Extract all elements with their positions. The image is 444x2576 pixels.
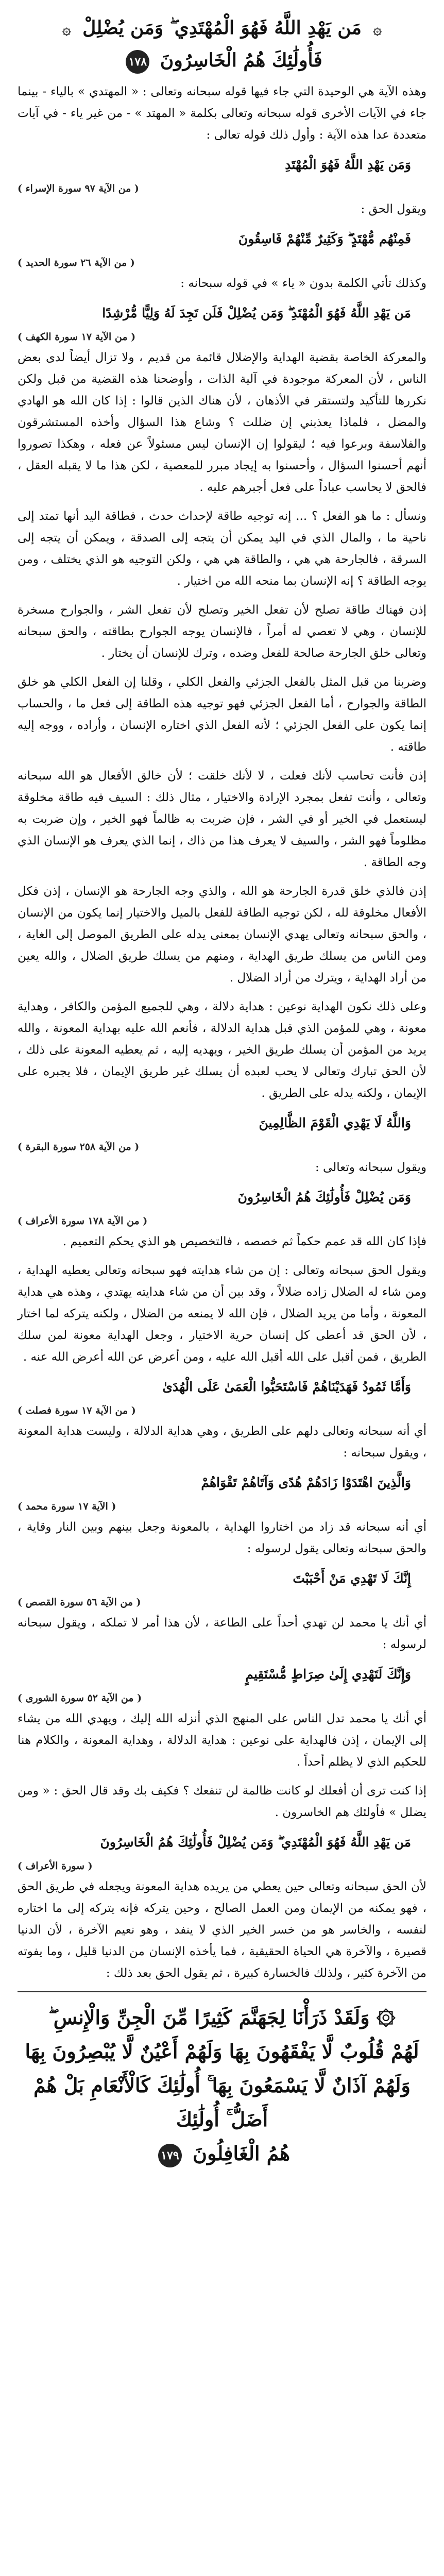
paragraph: ويقول الحق : <box>361 202 426 216</box>
paragraph: وكذلك تأتي الكلمة بدون « ياء » في قوله سبحانه : <box>180 277 426 290</box>
quoted-verse: مَن يَهْدِ اللَّهُ فَهُوَ الْمُهْتَدِ ۖ وَمَن يُضْلِلْ فَلَن تَجِدَ لَهُ وَلِيًّا مُّرْشِدًا <box>102 306 411 320</box>
paragraph: ويقول سبحانه وتعالى : <box>315 1161 426 1174</box>
quoted-verse: وَإِنَّكَ لَتَهْدِي إِلَىٰ صِرَاطٍ مُّسْتَقِيمٍ <box>245 1667 411 1682</box>
verse-reference: ( سورة الأعراف ) <box>18 1860 93 1872</box>
verse-number-badge: ١٧٩ <box>158 2144 182 2167</box>
paragraph: وهذه الآية هي الوحيدة التي جاء فيها قوله سبحانه وتعالى : « المهتدي » بالياء - بينما جاء في الآيات الأخرى قوله سبحانه وتعالى بكلمة « المهتد » - من غير ياء - في آيات متعددة عدا هذه الآية : وأول ذلك قوله تعالى : <box>18 85 426 142</box>
verse-reference: ( من الآية ١٧ سورة الكهف ) <box>18 331 136 343</box>
paragraph: أي أنه سبحانه وتعالى دلهم على الطريق ، وهي هداية الدلالة ، وليست هداية المعونة ، ويقول سبحانه : <box>18 1425 426 1460</box>
divider <box>18 1991 426 1992</box>
verse-reference: ( الآية ١٧ سورة محمد ) <box>18 1501 116 1512</box>
quoted-verse: إِنَّكَ لَا تَهْدِي مَنْ أَحْبَبْتَ <box>293 1571 411 1586</box>
quoted-verse: وَأَمَّا ثَمُودُ فَهَدَيْنَاهُمْ فَاسْتَحَبُّوا الْعَمَىٰ عَلَى الْهُدَىٰ <box>162 1379 411 1394</box>
ornament-icon: ۞ <box>373 21 382 38</box>
paragraph: إذن فالذي خلق قدرة الجارحة هو الله ، والذي وجه الجارحة هو الإنسان ، إذن فكل الأفعال مخلوقة لله ، لكن توجيه الطاقة للفعل بالميل والاختيار إنما يكون من الإنسان ، والحق سبحانه وتعالى يهدي الإنسان بمعنى يدله على الطريق الموصل إلى الغاية ، ومن الناس من يسلك طريق الهداية ، ومنهم من يسلك طريق الضلال ، والله يعين من أراد الهداية ، ويترك من أراد الضلال . <box>18 885 426 985</box>
quoted-verse: مَن يَهْدِ اللَّهُ فَهُوَ الْمُهْتَدِي ۖ وَمَن يُضْلِلْ فَأُولَٰئِكَ هُمُ الْخَاسِرُونَ <box>100 1835 411 1850</box>
ornament-icon: ۞ <box>62 21 71 38</box>
verse-reference: ( من الآية ١٧ سورة فصلت ) <box>18 1405 136 1416</box>
paragraph: فإذا كان الله قد عمم حكماً ثم خصصه ، فالتخصيص هو الذي يحكم التعميم . <box>62 1235 426 1248</box>
paragraph: لأن الحق سبحانه وتعالى حين يعطي من يريده هداية المعونة ويجعله في طريق الحق ، فهو يمكنه من الإيمان ومن العمل الصالح ، وحين يتركه فإنه يتركه إلى ما اختاره لنفسه ، والخاسر هو من خسر الخير الذي لا ينفد ، وهو نعيم الآخرة ، لأن الدنيا قصيرة ، والآخرة هي الحياة الحقيقية ، فما يأخذه الإنسان من الدنيا قليل ، وما يفوته من الآخرة كثير ، ولذلك فالخسارة كبيرة ، ثم يقول الحق بعد ذلك : <box>18 1880 426 1980</box>
verse-text: وَلَقَدْ ذَرَأْنَا لِجَهَنَّمَ كَثِيرًا مِّنَ الْجِنِّ وَالْإِنسِ ۖ <box>48 2006 370 2029</box>
opening-verse <box>18 12 426 76</box>
quoted-verse: وَمَن يُضْلِلْ فَأُولَٰئِكَ هُمُ الْخَاسِرُونَ <box>237 1190 411 1205</box>
closing-verse <box>18 2001 426 2171</box>
paragraph: إذن فأنت تحاسب لأنك فعلت ، لا لأنك خلقت ؛ لأن خالق الأفعال هو الله سبحانه وتعالى ، وأنت تفعل بمجرد الإرادة والاختيار ، مثال ذلك : السيف فيه طاقة مخلوقة ليستعمل في الخير أو في الشر ، فإن ضربت به ظالماً فهو الخير ، وإن ضربت به مظلوماً فهو الشر ، والسيف لا يعرف هذا من ذاك ، إنما الذي يعرف هو الإنسان الذي وجه الطاقة . <box>18 769 426 869</box>
verse-number-badge: ١٧٨ <box>126 50 149 74</box>
paragraph: إذا كنت ترى أن أفعلك لو كانت ظالمة لن تنفعك ؟ فكيف بك وقد قال الحق : « ومن يضلل » فأولئك هم الخاسرون . <box>18 1784 426 1819</box>
paragraph: أي أنه سبحانه قد زاد من اختاروا الهداية ، بالمعونة وجعل بينهم وبين النار وقاية ، والحق سبحانه وتعالى يقول لرسوله : <box>18 1520 426 1555</box>
closing-verse-line-3: وَلَهُمْ آذَانٌ لَّا يَسْمَعُونَ بِهَا ۚ أُولَٰئِكَ كَالْأَنْعَامِ بَلْ هُمْ أَضَلُّ ۚ أُولَٰئِكَ <box>33 2074 411 2131</box>
verse-reference: ( من الآية ٥٢ سورة الشورى ) <box>18 1692 142 1704</box>
commentary-body <box>18 81 426 1984</box>
paragraph: إذن فهناك طاقة تصلح لأن تفعل الخير وتصلح لأن تفعل الشر ، والجوارح مسخرة للإنسان ، وهي لا تعصي له أمراً ، فالإنسان يوجه الجوارح بطاقته ، والحق سبحانه وتعالى خلق الجارحة صالحة للفعل وضده ، وترك للإنسان أن يختار . <box>18 603 426 660</box>
paragraph: وضربنا من قبل المثل بالفعل الجزئي والفعل الكلي ، وقلنا إن الفعل الكلي هو خلق الطاقة والجوارح ، أما الفعل الجزئي فهو توجيه هذه الطاقة إلى فعل ما ، والحساب إنما يكون على الفعل الجزئي ؛ لأنه الفعل الذي اختاره الإنسان ، وأراده ، ووجه إليه طاقته . <box>18 675 426 754</box>
closing-verse-line-2: لَهُمْ قُلُوبٌ لَّا يَفْقَهُونَ بِهَا وَلَهُمْ أَعْيُنٌ لَّا يُبْصِرُونَ بِهَا <box>25 2040 419 2063</box>
quoted-verse: وَالَّذِينَ اهْتَدَوْا زَادَهُمْ هُدًى وَآتَاهُمْ تَقْوَاهُمْ <box>201 1475 411 1490</box>
verse-text: هُمُ الْغَافِلُونَ <box>193 2142 291 2165</box>
paragraph: أي أنك يا محمد لن تهدي أحداً على الطاعة ، لأن هذا أمر لا تملكه ، ويقول سبحانه لرسوله : <box>18 1616 426 1651</box>
paragraph: وعلى ذلك نكون الهداية نوعين : هداية دلالة ، وهي للجميع المؤمن والكافر ، وهداية معونة ، وهي للمؤمن الذي قبل هداية الدلالة ، فأنعم الله عليه بهداية المعونة ، والله يريد من المؤمن أن يسلك طريق الخير ، ويهديه إليه ، ثم يعطيه المعونة على ذلك ، لأن الحق تبارك وتعالى لا يحب لعبده أن يسلك غير طريق الإيمان ، فلا يجبره على الإيمان ، ولكنه يدله على الطريق . <box>18 1000 426 1100</box>
verse-reference: ( من الآية ٥٦ سورة القصص ) <box>18 1597 141 1608</box>
verse-text: مَن يَهْدِ اللَّهُ فَهُوَ الْمُهْتَدِي ۖ وَمَن يُضْلِلْ <box>82 17 362 39</box>
quoted-verse: وَاللَّهُ لَا يَهْدِي الْقَوْمَ الظَّالِمِينَ <box>259 1115 411 1130</box>
verse-text: فَأُولَٰئِكَ هُمُ الْخَاسِرُونَ <box>160 49 322 71</box>
ornament-icon: ۞ <box>376 2006 396 2029</box>
quoted-verse: وَمَن يَهْدِ اللَّهُ فَهُوَ الْمُهْتَدِ <box>285 157 411 172</box>
paragraph: أي أنك يا محمد تدل الناس على المنهج الذي أنزله الله إليك ، ويهدي الله من يشاء إلى الإيمان ، إذن فالهداية على نوعين : هداية الدلالة ، وهداية المعونة ، والكلام هنا للحكيم الذي لا يظلم أحداً . <box>18 1712 426 1769</box>
verse-reference: ( من الآية ٩٧ سورة الإسراء ) <box>18 183 139 194</box>
verse-reference: ( من الآية ٢٦ سورة الحديد ) <box>18 257 135 268</box>
opening-verse-line-1 <box>18 12 426 45</box>
paragraph: ونسأل : ما هو الفعل ؟ ... إنه توجيه طاقة لإحداث حدث ، فطاقة اليد أنها تمتد إلى ناحية ما ، والمال الذي في اليد يمكن أن يتجه إلى الصدقة ، ويمكن أن يتجه إلى السرقة ، فالجارحة هي هي ، والطاقة هي هي ، ولكن التوجيه هو الذي يختلف ، ومن يوجه الطاقة ؟ إنه الإنسان بما منحه الله من اختيار . <box>18 510 426 588</box>
paragraph: والمعركة الخاصة بقضية الهداية والإضلال قائمة من قديم ، ولا تزال أيضاً لدى بعض الناس ، لأن المعركة موجودة في آلية الذات ، وأوضحنا هذه القضية من قبل ولكن نكررها للتأكيد ولتستقر في الأذهان ، لأن هناك الذين قالوا : إذا كان الله هو الهادي والمضل ، فلماذا يعذبني إن ضللت ؟ وشاع هذا السؤال وأخذه المستشرقون والفلاسفة وبرعوا فيه ؛ ليقولوا إن الإنسان ليس مسئولاً عن فعله ، وهكذا تصوروا أنهم أحسنوا السؤال ، وأحسنوا به إيجاد مبرر للمعصية ، لكن هذا ما لا يقبله العقل ، فالحق لا يحاسب عباداً على فعل أجبرهم عليه . <box>18 351 426 494</box>
quoted-verse: فَمِنْهُم مُّهْتَدٍ ۖ وَكَثِيرٌ مِّنْهُمْ فَاسِقُونَ <box>238 231 411 246</box>
verse-reference: ( من الآية ١٧٨ سورة الأعراف ) <box>18 1215 148 1227</box>
opening-verse-line-2 <box>18 45 426 76</box>
paragraph: ويقول الحق سبحانه وتعالى : إن من شاء هدايته فهو سبحانه وتعالى يعطيه الهداية ، ومن شاء له الضلال زاده ضلالاً ، وقد بين أن من شاء هدايته يهتدي ، وهذه هي هداية المعونة ، وأما من يريد الضلال ، فإن الله لا يمنعه من الضلال ، ولكنه يتركه لما اختار ، لأن الحق قد أعطى كل إنسان حرية الاختيار ، وجعل الهداية معونة لمن سلك الطريق ، فمن أقبل على الله أقبل الله عليه ، ومن أعرض عن الله أعرض الله عنه . <box>18 1264 426 1364</box>
closing-verse-line-1 <box>18 2001 426 2035</box>
verse-reference: ( من الآية ٢٥٨ سورة البقرة ) <box>18 1141 140 1153</box>
closing-verse-line-4 <box>18 2137 426 2171</box>
